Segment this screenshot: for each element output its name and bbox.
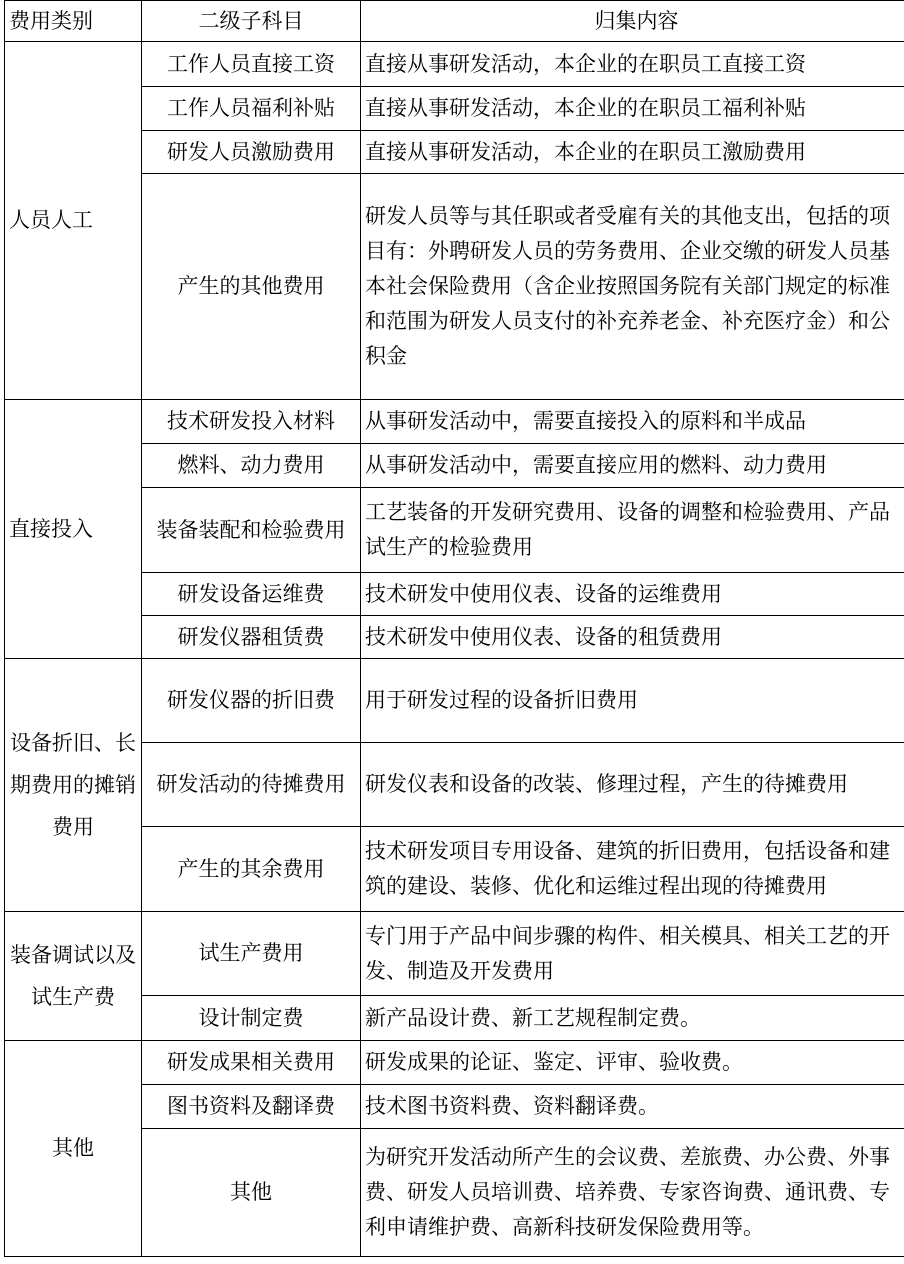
content-cell: 研发成果的论证、鉴定、评审、验收费。 [361,1041,904,1085]
category-cell-direct-input: 直接投入 [5,400,142,659]
content-cell: 直接从事研发活动，本企业的在职员工激励费用 [361,131,904,174]
content-cell: 从事研发活动中，需要直接投入的原料和半成品 [361,400,904,444]
category-cell-depreciation: 设备折旧、长期费用的摊销费用 [5,659,142,912]
content-cell: 技术研发中使用仪表、设备的运维费用 [361,573,904,616]
content-cell: 从事研发活动中，需要直接应用的燃料、动力费用 [361,444,904,488]
header-subcategory: 二级子科目 [142,1,361,42]
category-cell-trial-production: 装备调试以及试生产费 [5,912,142,1041]
content-cell: 为研究开发活动所产生的会议费、差旅费、办公费、外事费、研发人员培训费、培养费、专家咨询费、通讯费、专利申请维护费、高新科技研发保险费用等。 [361,1129,904,1257]
subcategory-cell: 研发仪器租赁费 [142,616,361,659]
category-cell-personnel: 人员人工 [5,42,142,400]
content-cell: 研发人员等与其任职或者受雇有关的其他支出，包括的项目有：外聘研发人员的劳务费用、企业交缴的研发人员基本社会保险费用（含企业按照国务院有关部门规定的标准和范围为研发人员支付的补充养老金、补充医疗金）和公积金 [361,174,904,400]
subcategory-cell: 产生的其余费用 [142,827,361,912]
content-cell: 直接从事研发活动，本企业的在职员工福利补贴 [361,87,904,131]
subcategory-cell: 试生产费用 [142,912,361,996]
content-cell: 新产品设计费、新工艺规程制定费。 [361,996,904,1041]
header-category: 费用类别 [5,1,142,42]
content-cell: 专门用于产品中间步骤的构件、相关模具、相关工艺的开发、制造及开发费用 [361,912,904,996]
expense-category-table [4,0,904,1257]
subcategory-cell: 工作人员福利补贴 [142,87,361,131]
subcategory-cell: 其他 [142,1129,361,1257]
table-row [5,400,904,444]
subcategory-cell: 产生的其他费用 [142,174,361,400]
content-cell: 工艺装备的开发研究费用、设备的调整和检验费用、产品试生产的检验费用 [361,488,904,573]
subcategory-cell: 研发活动的待摊费用 [142,743,361,827]
category-cell-other: 其他 [5,1041,142,1257]
subcategory-cell: 研发仪器的折旧费 [142,659,361,743]
content-cell: 研发仪表和设备的改装、修理过程，产生的待摊费用 [361,743,904,827]
table-header-row [5,1,904,42]
content-cell: 直接从事研发活动，本企业的在职员工直接工资 [361,42,904,87]
subcategory-cell: 燃料、动力费用 [142,444,361,488]
subcategory-cell: 研发设备运维费 [142,573,361,616]
subcategory-cell: 研发成果相关费用 [142,1041,361,1085]
subcategory-cell: 工作人员直接工资 [142,42,361,87]
subcategory-cell: 图书资料及翻译费 [142,1085,361,1129]
subcategory-cell: 装备装配和检验费用 [142,488,361,573]
header-content: 归集内容 [361,1,904,42]
content-cell: 用于研发过程的设备折旧费用 [361,659,904,743]
table-row [5,912,904,996]
table-row [5,1041,904,1085]
content-cell: 技术研发项目专用设备、建筑的折旧费用，包括设备和建筑的建设、装修、优化和运维过程出现的待摊费用 [361,827,904,912]
content-cell: 技术图书资料费、资料翻译费。 [361,1085,904,1129]
subcategory-cell: 设计制定费 [142,996,361,1041]
table-row [5,659,904,743]
table-row [5,42,904,87]
subcategory-cell: 技术研发投入材料 [142,400,361,444]
content-cell: 技术研发中使用仪表、设备的租赁费用 [361,616,904,659]
subcategory-cell: 研发人员激励费用 [142,131,361,174]
